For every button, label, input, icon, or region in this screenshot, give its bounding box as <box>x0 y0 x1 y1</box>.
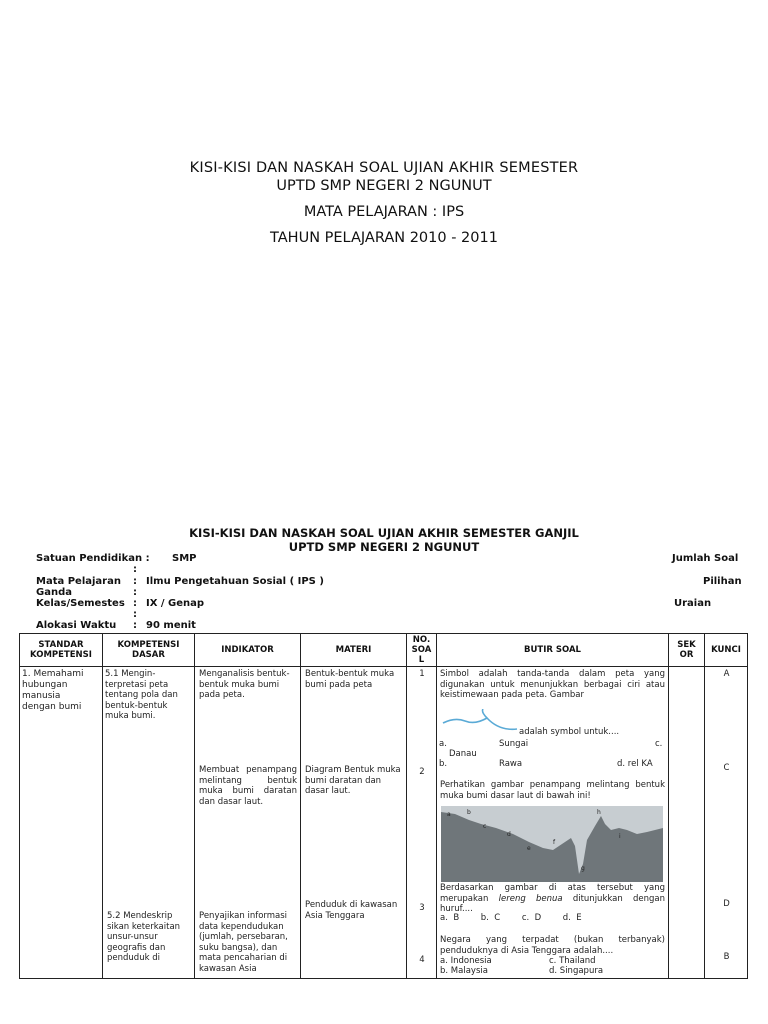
q1-c-val: Danau <box>449 749 477 759</box>
header-sekor: SEK OR <box>669 634 705 667</box>
uraian-label: Uraian <box>674 598 712 609</box>
header-materi: MATERI <box>301 634 407 667</box>
header-kompetensi: KOMPETENSI DASAR <box>103 634 195 667</box>
q3-text-b: ditunjukkan dengan huruf.... <box>440 893 665 914</box>
sheet-title-line1: KISI-KISI DAN NASKAH SOAL UJIAN AKHIR SEMESTER GANJIL <box>189 526 579 540</box>
kelas-colon: : <box>133 598 137 609</box>
mapel-label: Mata Pelajaran <box>36 576 121 587</box>
kd-cell <box>103 667 195 979</box>
q4-d: d. Singapura <box>549 966 604 976</box>
mapel-colon: : <box>133 576 137 587</box>
diagram-letter: f <box>553 839 556 846</box>
cover-title-line1: KISI-KISI DAN NASKAH SOAL UJIAN AKHIR SEMESTER <box>189 160 579 176</box>
no-3: 3 <box>419 903 425 913</box>
q1-c: c. <box>655 739 663 749</box>
butir-soal-cell <box>437 667 669 979</box>
header-standar: STANDAR KOMPETENSI <box>20 634 103 667</box>
header-indikator: INDIKATOR <box>195 634 301 667</box>
kd2-text: 5.2 Mendeskrip sikan keterkaitan unsur-unsur geografis dan penduduk di <box>107 911 181 963</box>
no-4: 4 <box>419 955 425 965</box>
sekor-cell <box>669 667 705 979</box>
diagram-letter: e <box>527 845 531 852</box>
diagram-letter: a <box>447 811 451 818</box>
header-butir-soal: BUTIR SOAL <box>437 634 669 667</box>
pilihan-label: Pilihan <box>703 576 742 587</box>
q1-b-val: Rawa <box>499 759 523 769</box>
mat1-text: Bentuk-bentuk muka bumi pada peta <box>305 669 395 690</box>
q3-text-em: lereng benua <box>498 893 563 904</box>
ind2-text: Membuat penampang melintang bentuk muka bumi daratan dan dasar laut. <box>199 765 297 807</box>
indikator-cell <box>195 667 301 979</box>
satuan-value: SMP <box>172 553 197 564</box>
diagram-letter: b <box>467 809 471 816</box>
diagram-letter: i <box>619 833 621 840</box>
q4-a: a. Indonesia <box>440 956 492 966</box>
cover-title-line2: UPTD SMP NEGERI 2 NGUNUT <box>276 178 492 194</box>
kelas-label: Kelas/Semestes <box>36 598 125 609</box>
kelas-value: IX / Genap <box>146 598 205 609</box>
q4-text: Negara yang terpadat (bukan terbanyak) penduduknya di Asia Tenggara adalah.... <box>440 935 665 956</box>
diagram-letter: h <box>597 809 601 816</box>
ganda-label: Ganda <box>36 587 72 598</box>
meta-colon: : <box>133 564 137 575</box>
jumlah-soal-label: Jumlah Soal <box>672 553 739 564</box>
q2-text: Perhatikan gambar penampang melintang bentuk muka bumi dasar laut di bawah ini! <box>440 780 665 801</box>
sk-cell <box>20 667 103 979</box>
sk-text: 1. Memahami hubungan manusia dengan bumi <box>22 669 84 712</box>
table-row <box>20 667 748 979</box>
mat2-text: Diagram Bentuk muka bumi daratan dan dasar laut. <box>305 765 401 796</box>
kd1-text: 5.1 Mengin-terpretasi peta tentang pola dan bentuk-bentuk muka bumi. <box>105 669 178 721</box>
q1-d: d. rel KA <box>617 759 653 769</box>
alokasi-value: 90 menit <box>146 620 196 631</box>
satuan-label: Satuan Pendidikan : <box>36 553 150 564</box>
no-cell <box>407 667 437 979</box>
q4-b: b. Malaysia <box>440 966 488 976</box>
diagram-letter: g <box>581 865 585 872</box>
header-kunci: KUNCI <box>705 634 748 667</box>
no-2: 2 <box>419 767 425 777</box>
meta-colon-2: : <box>133 609 137 620</box>
q1-b: b. <box>439 759 448 769</box>
diagram-letter: c <box>483 823 487 830</box>
q3-options: a. B b. C c. D d. E <box>440 913 582 923</box>
kunci-cell <box>705 667 748 979</box>
q3-text-a: Berdasarkan gambar di atas tersebut yang merupakan <box>440 883 665 904</box>
mapel-value: Ilmu Pengetahuan Sosial ( IPS ) <box>146 576 324 587</box>
q3-text <box>440 883 665 915</box>
kunci-3: D <box>723 899 730 909</box>
materi-cell <box>301 667 407 979</box>
ganda-colon: : <box>133 587 137 598</box>
ind3-text: Penyajikan informasi data kependudukan (jumlah, persebaran, suku bangsa), dan mata pencaharian di kawasan Asia <box>199 911 288 974</box>
q1-a: a. <box>439 739 447 749</box>
mat3-text: Penduduk di kawasan Asia Tenggara <box>305 900 398 921</box>
q1-text: Simbol adalah tanda-tanda dalam peta yang digunakan untuk menunjukkan berbagai ciri atau keistimewaan pada peta. Gambar <box>440 669 665 700</box>
kunci-4: B <box>723 952 730 962</box>
kunci-1: A <box>723 669 730 679</box>
ind1-text: Menganalisis bentuk-bentuk muka bumi pada peta. <box>199 669 290 700</box>
alokasi-label: Alokasi Waktu <box>36 620 117 631</box>
header-no-soal: NO. SOA L <box>407 634 437 667</box>
q1-after: adalah symbol untuk.... <box>519 727 620 737</box>
alokasi-colon: : <box>133 620 137 631</box>
cover-year: TAHUN PELAJARAN 2010 - 2011 <box>270 230 498 246</box>
q1-a-val: Sungai <box>499 739 529 749</box>
cover-subject: MATA PELAJARAN : IPS <box>303 204 465 220</box>
diagram-letter: d <box>507 831 511 838</box>
kisi-table <box>19 633 748 979</box>
q4-c: c. Thailand <box>549 956 596 966</box>
sheet-title-line2: UPTD SMP NEGERI 2 NGUNUT <box>288 540 480 554</box>
kunci-2: C <box>723 763 730 773</box>
seafloor-profile-diagram <box>441 804 663 882</box>
river-symbol-icon <box>441 709 521 737</box>
no-1: 1 <box>419 669 425 679</box>
